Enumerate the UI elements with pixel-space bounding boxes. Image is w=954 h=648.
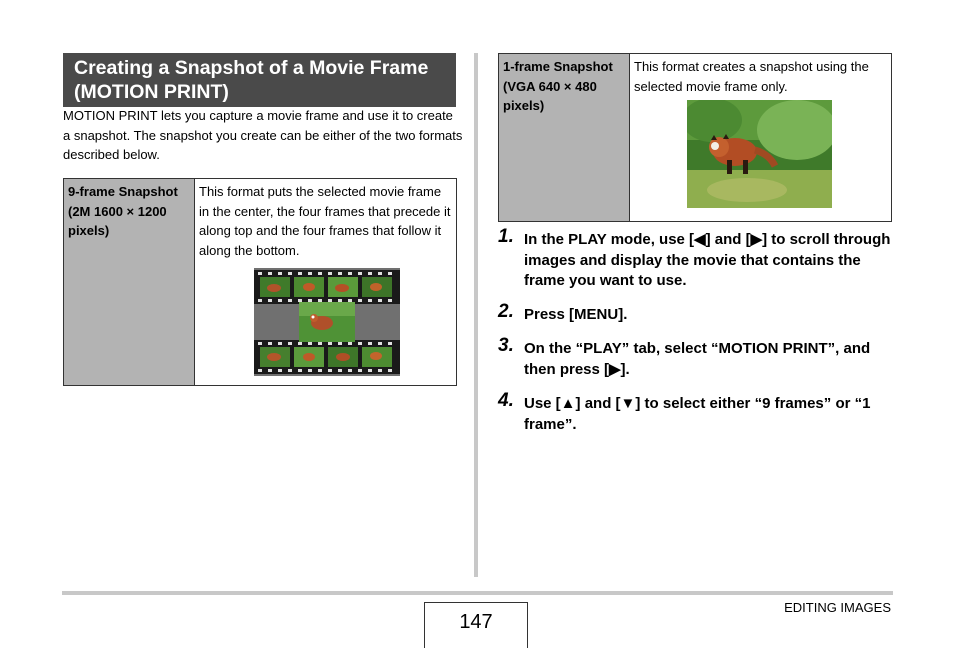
step-3-number: 3. (498, 335, 514, 356)
section-title (63, 53, 456, 107)
step-1-text: In the PLAY mode, use [◀] and [▶] to scroll through images and display the movie that contains the frame you want to use. (524, 231, 891, 289)
intro-paragraph: MOTION PRINT lets you capture a movie frame and use it to create a snapshot. The snapshot you create can be either of the two formats described below. (63, 108, 463, 163)
nine-frame-illustration (254, 268, 400, 376)
section-name: EDITING IMAGES (784, 600, 891, 615)
section-title-line1: Creating a Snapshot of a Movie Frame (74, 57, 429, 79)
one-frame-table (498, 53, 892, 222)
step-3-text: On the “PLAY” tab, select “MOTION PRINT”, and then press [▶]. (524, 340, 871, 378)
one-frame-heading (499, 54, 630, 222)
one-frame-heading-line3: pixels) (503, 98, 545, 114)
one-frame-heading-line1: 1-frame Snapshot (503, 59, 613, 74)
nine-frame-cell (195, 179, 457, 386)
nine-frame-description: This format puts the selected movie frame in the center, the four frames that precede it along top and the four frames that follow it along the bottom. (199, 184, 451, 258)
nine-frame-heading-line3: pixels) (68, 223, 110, 239)
page-number: 147 (424, 602, 528, 648)
nine-frame-heading (64, 179, 195, 386)
step-1-number: 1. (498, 226, 514, 247)
step-2-number: 2. (498, 301, 514, 322)
one-frame-image (687, 100, 887, 214)
one-frame-cell (630, 54, 892, 222)
nine-frame-image (254, 268, 452, 382)
one-frame-description: This format creates a snapshot using the selected movie frame only. (634, 59, 869, 94)
nine-frame-heading-line2: (2M 1600 × 1200 (68, 203, 167, 219)
step-4-text: Use [▲] and [▼] to select either “9 frames” or “1 frame”. (524, 395, 871, 433)
footer-rule (62, 591, 893, 595)
step-2-text: Press [MENU]. (524, 306, 628, 323)
step-4-number: 4. (498, 390, 514, 411)
section-title-line2: (MOTION PRINT) (74, 81, 229, 103)
column-divider (474, 53, 478, 577)
red-panda-photo (687, 100, 832, 208)
one-frame-heading-line2: (VGA 640 × 480 (503, 78, 597, 94)
nine-frame-table (63, 178, 457, 386)
nine-frame-heading-line1: 9-frame Snapshot (68, 184, 178, 199)
